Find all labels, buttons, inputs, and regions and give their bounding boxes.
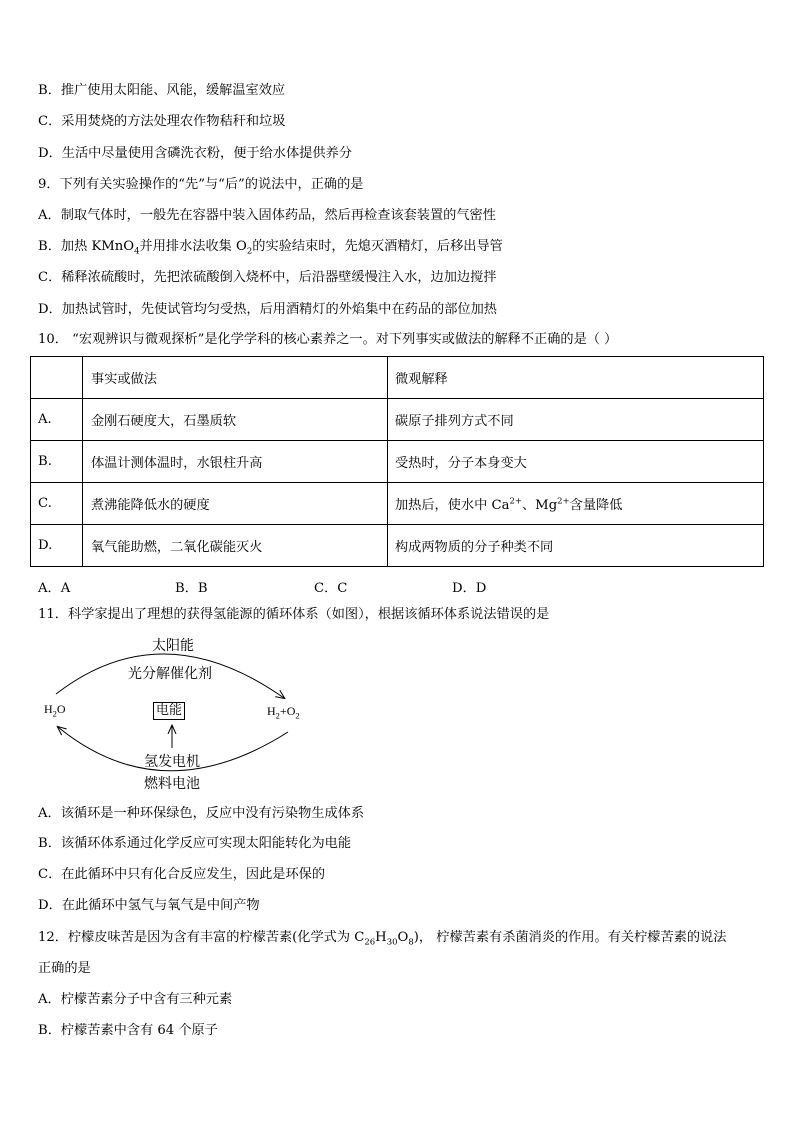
row-label: A. bbox=[31, 399, 83, 441]
row-explanation: 加热后，使水中 $Ca^{2+}$、$Mg^{2+}$含量降低 bbox=[388, 483, 764, 525]
row-explanation: 构成两物质的分子种类不同 bbox=[388, 525, 764, 567]
row-fact: 体温计测体温时，水银柱升高 bbox=[83, 441, 388, 483]
row-fact: 金刚石硬度大，石墨质软 bbox=[83, 399, 388, 441]
q10-options bbox=[38, 577, 738, 596]
q11-option-d: D．在此循环中氢气与氧气是中间产物 bbox=[38, 898, 260, 913]
q12-option-b: B．柠檬苦素中含有 64 个原子 bbox=[38, 1023, 218, 1038]
hydrogen-generator-label: 氢发电机 bbox=[144, 754, 200, 770]
q10-table bbox=[30, 356, 764, 567]
q10-option-b: B．B bbox=[175, 581, 208, 596]
q11-option-a: A．该循环是一种环保绿色，反应中没有污染物生成体系 bbox=[38, 806, 365, 821]
water-label: $H_2O$ bbox=[44, 702, 66, 719]
hydrogen-cycle-diagram bbox=[40, 632, 340, 794]
photocatalyst-label: 光分解催化剂 bbox=[128, 666, 212, 682]
q12-option-a: A．柠檬苦素分子中含有三种元素 bbox=[38, 992, 233, 1007]
table-row bbox=[31, 399, 764, 441]
q9-option-d: D．加热试管时，先使试管均匀受热，后用酒精灯的外焰集中在药品的部位加热 bbox=[38, 302, 497, 317]
q8-option-d: D．生活中尽量使用含磷洗衣粉，便于给水体提供养分 bbox=[38, 146, 352, 161]
q11-stem: 11．科学家提出了理想的获得氢能源的循环体系（如图），根据该循环体系说法错误的是 bbox=[38, 607, 550, 622]
q10-stem: 10． “宏观辨识与微观探析”是化学学科的核心素养之一。对下列事实或做法的解释不正确的是（ ） bbox=[38, 332, 618, 347]
q11-option-b: B．该循环体系通过化学反应可实现太阳能转化为电能 bbox=[38, 836, 352, 851]
q10-option-c: C．C bbox=[314, 581, 348, 596]
q11-option-c: C．在此循环中只有化合反应发生，因此是环保的 bbox=[38, 867, 326, 882]
q8-option-b: B．推广使用太阳能、风能，缓解温室效应 bbox=[38, 83, 286, 98]
table-row bbox=[31, 525, 764, 567]
q8-option-c: C．采用焚烧的方法处理农作物秸秆和垃圾 bbox=[38, 114, 286, 129]
row-label: B. bbox=[31, 441, 83, 483]
q9-option-c: C．稀释浓硫酸时，先把浓硫酸倒入烧杯中，后沿器壁缓慢注入水，边加边搅拌 bbox=[38, 270, 497, 285]
q12-stem: 12．柠檬皮味苦是因为含有丰富的柠檬苦素(化学式为 $C_{26}H_{30}O_8$)， 柠檬苦素有杀菌消炎的作用。有关柠檬苦素的说法 bbox=[38, 930, 727, 948]
electric-energy-box: 电能 bbox=[153, 702, 185, 720]
q9-stem: 9．下列有关实验操作的“先”与“后”的说法中，正确的是 bbox=[38, 177, 364, 192]
q9-option-a: A．制取气体时，一般先在容器中装入固体药品，然后再检查该套装置的气密性 bbox=[38, 208, 496, 223]
table-header-cell bbox=[31, 357, 83, 399]
table-header-row bbox=[31, 357, 764, 399]
solar-energy-label: 太阳能 bbox=[152, 638, 194, 654]
q9-option-b: B．加热 KMnO$_4$并用排水法收集 $O_2$的实验结束时，先熄灭酒精灯，后移出导管 bbox=[38, 239, 503, 257]
row-fact: 煮沸能降低水的硬度 bbox=[83, 483, 388, 525]
row-explanation: 受热时，分子本身变大 bbox=[388, 441, 764, 483]
hydrogen-oxygen-label: $H_2+O_2$ bbox=[267, 704, 300, 721]
row-label: C. bbox=[31, 483, 83, 525]
table-header-cell: 微观解释 bbox=[388, 357, 764, 399]
table-header-cell: 事实或做法 bbox=[83, 357, 388, 399]
row-label: D. bbox=[31, 525, 83, 567]
table-row bbox=[31, 441, 764, 483]
q10-option-d: D．D bbox=[452, 581, 487, 596]
row-explanation: 碳原子排列方式不同 bbox=[388, 399, 764, 441]
table-row bbox=[31, 483, 764, 525]
q12-stem-line2: 正确的是 bbox=[38, 961, 91, 976]
row-fact: 氧气能助燃，二氧化碳能灭火 bbox=[83, 525, 388, 567]
fuel-cell-label: 燃料电池 bbox=[144, 776, 200, 792]
q10-option-a: A．A bbox=[38, 581, 71, 596]
